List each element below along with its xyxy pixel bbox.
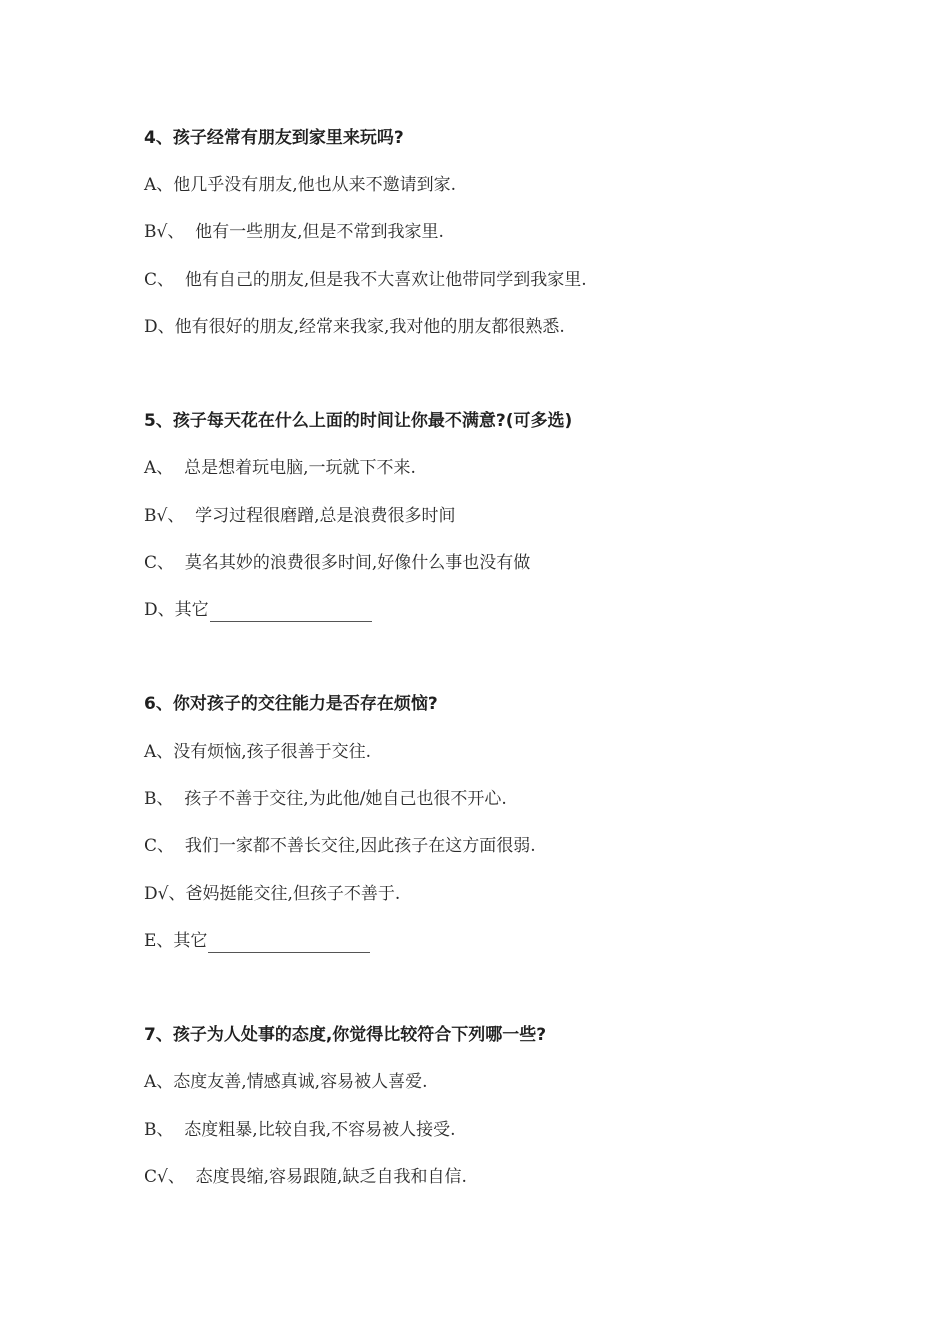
question-7-option-a: A、态度友善,情感真诚,容易被人喜爱. bbox=[144, 1072, 428, 1092]
question-6-option-b: B、 孩子不善于交往,为此他/她自己也很不开心. bbox=[144, 789, 507, 809]
question-6-option-c: C、 我们一家都不善长交往,因此孩子在这方面很弱. bbox=[144, 836, 536, 856]
question-4-title: 4、孩子经常有朋友到家里来玩吗? bbox=[144, 128, 404, 148]
fill-in-blank-line bbox=[208, 934, 370, 953]
question-4-option-c: C、 他有自己的朋友,但是我不大喜欢让他带同学到我家里. bbox=[144, 270, 587, 290]
question-5-title: 5、孩子每天花在什么上面的时间让你最不满意?(可多选) bbox=[144, 411, 573, 431]
question-4-option-b: B√、 他有一些朋友,但是不常到我家里. bbox=[144, 222, 444, 242]
question-5-option-a: A、 总是想着玩电脑,一玩就下不来. bbox=[144, 458, 416, 478]
question-7-title: 7、孩子为人处事的态度,你觉得比较符合下列哪一些? bbox=[144, 1025, 547, 1045]
question-6-title: 6、你对孩子的交往能力是否存在烦恼? bbox=[144, 694, 438, 714]
question-4-option-d: D、他有很好的朋友,经常来我家,我对他的朋友都很熟悉. bbox=[144, 317, 565, 337]
question-7-option-c: C√、 态度畏缩,容易跟随,缺乏自我和自信. bbox=[144, 1167, 467, 1187]
question-6-option-d: D√、爸妈挺能交往,但孩子不善于. bbox=[144, 884, 401, 904]
question-5-option-b: B√、 学习过程很磨蹭,总是浪费很多时间 bbox=[144, 506, 456, 526]
question-5-option-d-label: D、其它 bbox=[144, 600, 209, 620]
question-4-option-a: A、他几乎没有朋友,他也从来不邀请到家. bbox=[144, 175, 457, 195]
question-7-option-b: B、 态度粗暴,比较自我,不容易被人接受. bbox=[144, 1120, 456, 1140]
question-5-option-d bbox=[144, 598, 372, 622]
fill-in-blank-line bbox=[210, 603, 372, 622]
question-5-option-c: C、 莫名其妙的浪费很多时间,好像什么事也没有做 bbox=[144, 553, 531, 573]
question-6-option-e-label: E、其它 bbox=[144, 931, 208, 951]
question-6-option-a: A、没有烦恼,孩子很善于交往. bbox=[144, 742, 372, 762]
question-6-option-e bbox=[144, 929, 370, 953]
